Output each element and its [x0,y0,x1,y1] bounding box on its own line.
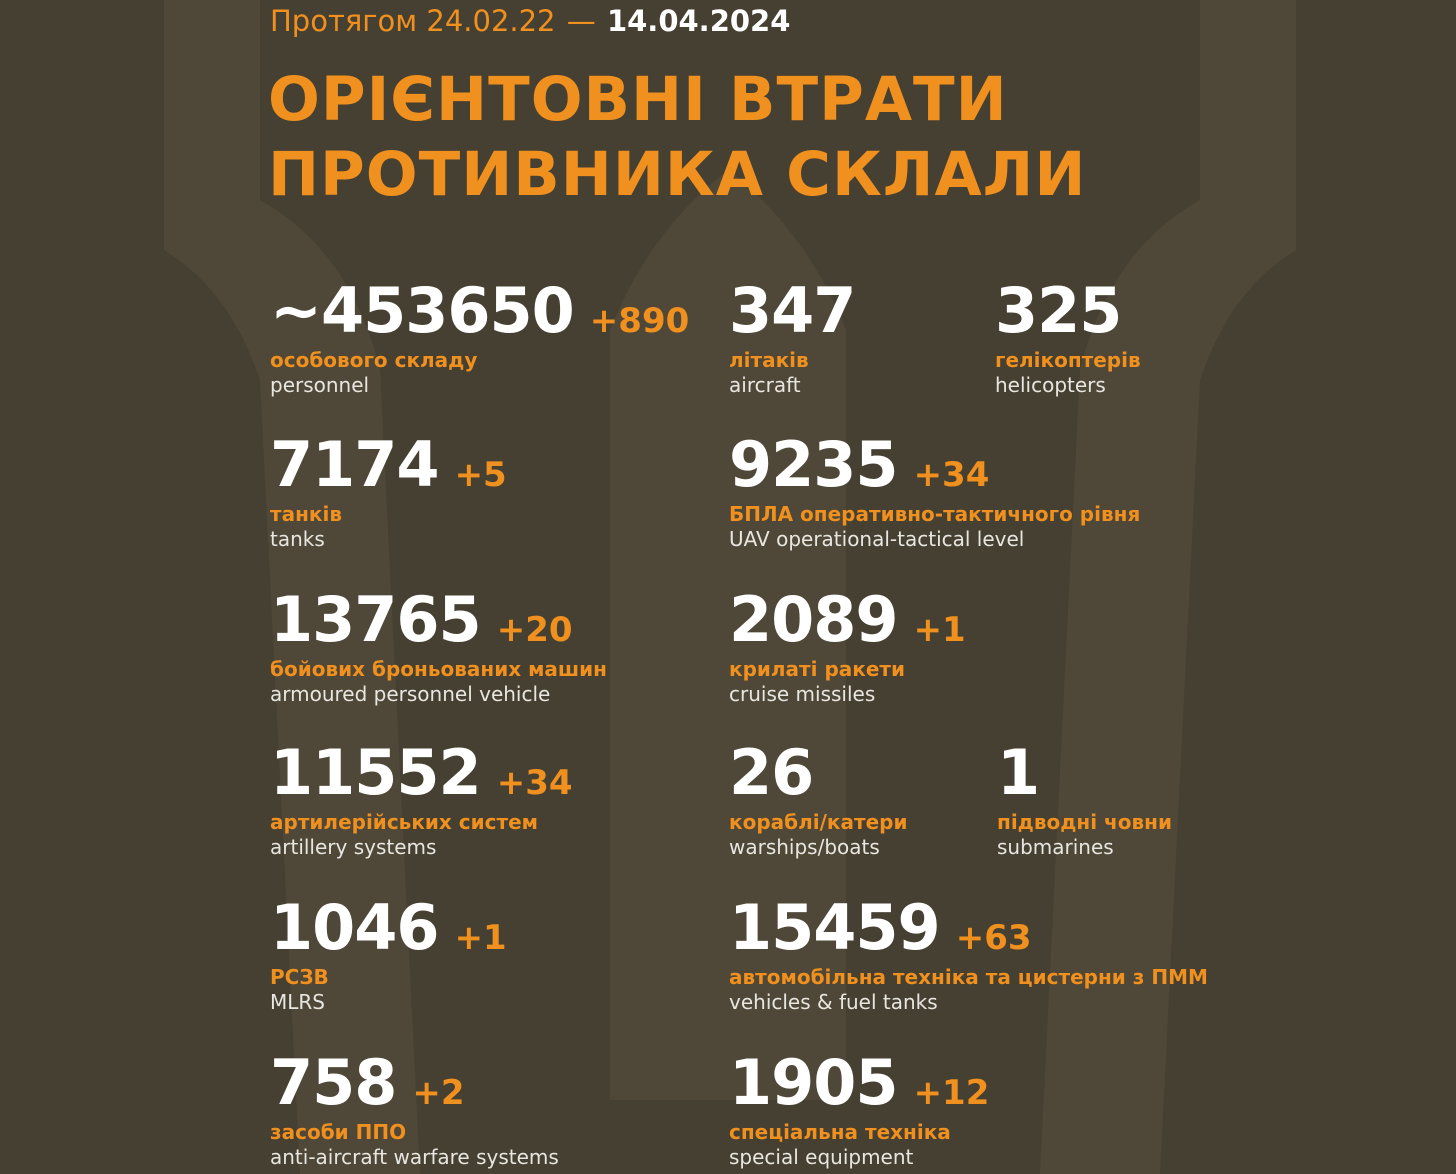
stat-number: 347 [729,274,856,347]
stat-label-ua: спеціальна техніка [729,1120,951,1144]
stat-antiair [270,1048,559,1170]
title-line-1: ОРІЄНТОВНІ ВТРАТИ [268,64,1008,135]
stat-label-en: personnel [270,373,370,397]
stat-label-ua: особового складу [270,348,478,372]
stat-number: 2089 [729,583,898,656]
stat-helicopters [995,276,1141,398]
stat-number: 1 [997,736,1040,809]
stat-label-en: anti-aircraft warfare systems [270,1145,559,1169]
stat-uav [729,430,1140,552]
stat-apv [270,585,607,707]
stat-delta: +12 [913,1073,990,1113]
stat-warships [729,738,907,860]
stat-tanks [270,430,507,552]
title-line-2: ПРОТИВНИКА СКЛАЛИ [268,139,1087,210]
stat-mlrs [270,893,507,1015]
stat-label-ua: крилаті ракети [729,657,906,681]
stat-delta: +5 [454,455,507,495]
period-line [270,4,790,38]
stat-label-en: artillery systems [270,835,437,859]
stat-aircraft [729,276,855,398]
stat-vehicles [729,893,1208,1015]
period-dash: — [566,4,596,38]
stat-delta: +1 [454,918,507,958]
stat-delta: +34 [496,763,573,803]
stat-label-en: cruise missiles [729,682,876,706]
period-date: 14.04.2024 [606,4,791,38]
stat-delta: +890 [589,301,690,341]
stat-label-ua: РСЗВ [270,965,329,989]
stat-label-ua: артилерійських систем [270,810,538,834]
stat-label-en: helicopters [995,373,1106,397]
stat-label-en: submarines [997,835,1114,859]
period-prefix: Протягом 24.02.22 [270,4,556,38]
page-title [268,62,1086,212]
stat-cruise-missiles [729,585,966,707]
stat-number: 7174 [270,428,439,501]
stat-label-ua: літаків [729,348,809,372]
stat-delta: +1 [913,610,966,650]
stat-label-ua: бойових броньованих машин [270,657,607,681]
stat-label-en: UAV operational-tactical level [729,527,1025,551]
stat-personnel [270,276,689,398]
stat-number: 15459 [729,891,940,964]
stat-delta: +63 [955,918,1032,958]
stat-label-ua: засоби ППО [270,1120,407,1144]
stat-delta: +34 [913,455,990,495]
stat-label-en: armoured personnel vehicle [270,682,551,706]
stat-number: 325 [995,274,1122,347]
stat-delta: +2 [412,1073,465,1113]
stat-number: 13765 [270,583,481,656]
stat-label-en: warships/boats [729,835,880,859]
stat-label-ua: підводні човни [997,810,1172,834]
stat-label-en: MLRS [270,990,325,1014]
stat-number: 1905 [729,1046,898,1119]
stat-label-en: aircraft [729,373,801,397]
stat-label-en: special equipment [729,1145,914,1169]
stat-number: 26 [729,736,814,809]
stat-number: ~453650 [270,274,574,347]
stat-label-ua: гелікоптерів [995,348,1141,372]
stat-label-ua: автомобільна техніка та цистерни з ПММ [729,965,1208,989]
stat-special-equipment [729,1048,989,1170]
stat-number: 1046 [270,891,439,964]
stat-label-ua: БПЛА оперативно-тактичного рівня [729,502,1141,526]
stat-submarines [997,738,1172,860]
stat-label-ua: танків [270,502,342,526]
stat-label-en: vehicles & fuel tanks [729,990,938,1014]
stat-number: 758 [270,1046,397,1119]
stat-label-en: tanks [270,527,325,551]
stat-artillery [270,738,573,860]
stat-delta: +20 [496,610,573,650]
stat-number: 9235 [729,428,898,501]
stat-number: 11552 [270,736,481,809]
stat-label-ua: кораблі/катери [729,810,908,834]
